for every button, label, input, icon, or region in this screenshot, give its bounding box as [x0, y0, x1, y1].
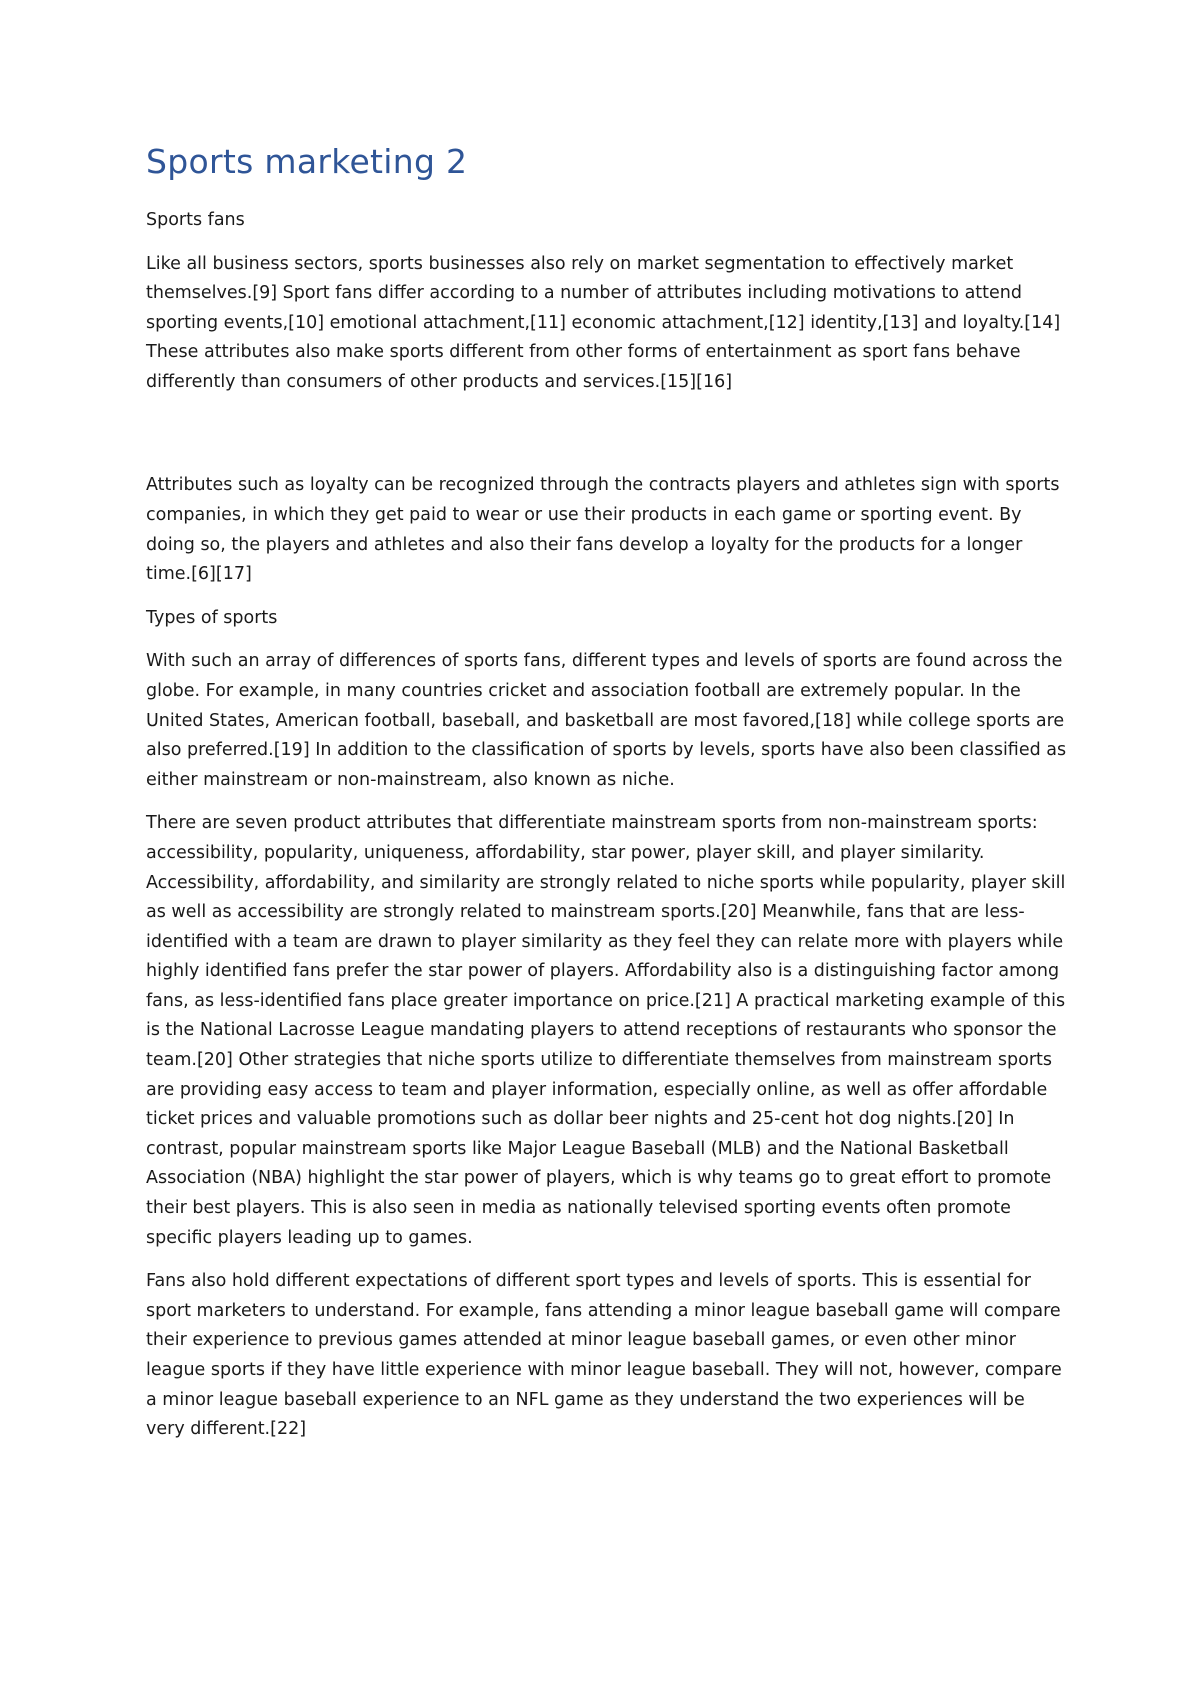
document-body	[146, 138, 1068, 1459]
paragraph-sports-fans-2: Attributes such as loyalty can be recognized through the contracts players and athletes sign with sports companies, in which they get paid to wear or use their products in each game or sporting event. By doing so, the players and athletes and also their fans develop a loyalty for the products for a longer time.[6][17]	[146, 475, 1060, 585]
document-title: Sports marketing 2	[146, 142, 468, 181]
paragraph-sports-fans-1: Like all business sectors, sports businesses also rely on market segmentation to effectively market themselves.[9] Sport fans differ according to a number of attributes including motivations to attend sporting events,[10] emotional attachment,[11] economic attachment,[12] identity,[13] and loyalty.[14] These attributes also make sports different from other forms of entertainment as sport fans behave differently than consumers of other products and services.[15][16]	[146, 253, 1061, 392]
paragraph-types-of-sports-3: Fans also hold different expectations of different sport types and levels of sports. This is essential for sport marketers to understand. For example, fans attending a minor league baseball game will compare their experience to previous games attended at minor league baseball games, or even other minor league sports if they have little experience with minor league baseball. They will not, however, compare a minor league baseball experience to an NFL game as they understand the two experiences will be very different.[22]	[146, 1271, 1062, 1440]
section-heading-sports-fans: Sports fans	[146, 210, 245, 230]
section-heading-types-of-sports: Types of sports	[146, 607, 278, 628]
paragraph-types-of-sports-1: With such an array of differences of sports fans, different types and levels of sports are found across the globe. For example, in many countries cricket and association football are extremely popular. In the United States, American football, baseball, and basketball are most favored,[18] while college sports are also preferred.[19] In addition to the classification of sports by levels, sports have also been classified as either mainstream or non-mainstream, also known as niche.	[146, 651, 1067, 790]
paragraph-types-of-sports-2: There are seven product attributes that differentiate mainstream sports from non-mainstream sports: accessibility, popularity, uniqueness, affordability, star power, player skill, and player similarity. Accessibility, affordability, and similarity are strongly related to niche sports while popularity, player skill as well as accessibility are strongly related to mainstream sports.[20] Meanwhile, fans that are less-identified with a team are drawn to player similarity as they feel they can relate more with players while highly identified fans prefer the star power of players. Affordability also is a distinguishing factor among fans, as less-identified fans place greater importance on price.[21] A practical marketing example of this is the National Lacrosse League mandating players to attend receptions of restaurants who sponsor the team.[20] Other strategies that niche sports utilize to differentiate themselves from mainstream sports are providing easy access to team and player information, especially online, as well as offer affordable ticket prices and valuable promotions such as dollar beer nights and 25-cent hot dog nights.[20] In contrast, popular mainstream sports like Major League Baseball (MLB) and the National Basketball Association (NBA) highlight the star power of players, which is why teams go to great effort to promote their best players. This is also seen in media as nationally televised sporting events often promote specific players leading up to games.	[146, 813, 1066, 1248]
